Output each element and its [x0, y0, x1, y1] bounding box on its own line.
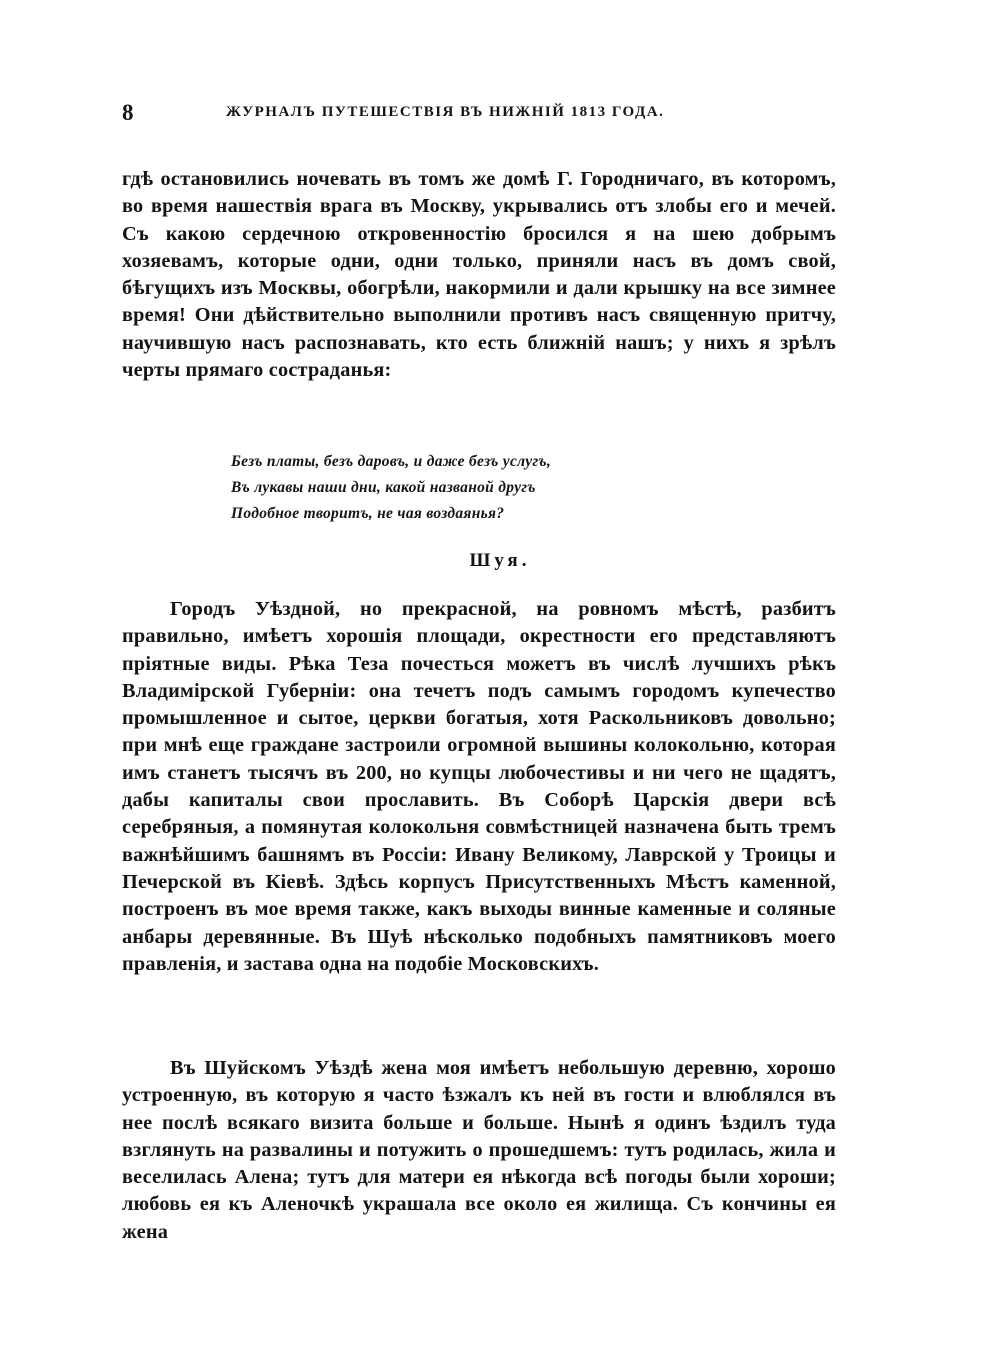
poem-line: Безъ платы, безъ даровъ, и даже безъ услугъ, [231, 453, 552, 470]
poem-line: Подобное творитъ, не чая воздаянья? [231, 505, 505, 522]
text-block-village [122, 1055, 836, 1246]
paragraph-village: Въ Шуйскомъ Уѣздѣ жена моя имѣетъ небольшую деревню, хорошо устроенную, въ которую я часто ѣзжалъ къ ней въ гости и влюблялся въ нее послѣ всякаго визита больше и больше. Нынѣ я одинъ ѣздилъ туда взглянуть на развалины и потужить о прошедшемъ: тутъ родилась, жила и веселилась Алена; тутъ для матери ея нѣкогда всѣ погоды были хороши; любовь ея къ Аленочкѣ украшала все около ея жилища. Съ кончины ея жена [122, 1057, 836, 1243]
poem-line: Въ лукавы наши дни, какой названой другъ [231, 479, 536, 496]
page-header [122, 100, 834, 130]
section-heading: Шуя. [469, 550, 531, 571]
running-title: ЖУРНАЛЪ ПУТЕШЕСТВІЯ ВЪ НИЖНІЙ 1813 ГОДА. [226, 104, 665, 120]
paragraph-town-description: Городъ Уѣздной, но прекрасной, на ровномъ мѣстѣ, разбитъ правильно, имѣетъ хорошія площади, окрестности его представляютъ пріятные виды. Рѣка Теза почесться можетъ въ числѣ лучшихъ рѣкъ Владимірской Губерніи: она течетъ подъ самымъ городомъ купечество промышленное и сытое, церкви богатыя, хотя Раскольниковъ довольно; при мнѣ еще граждане застроили огромной вышины колокольню, которая имъ станетъ тысячъ въ 200, но купцы любочестивы и ни чего не щадятъ, дабы капиталы свои прославить. Въ Соборѣ Царскія двери всѣ серебряныя, а помянутая колокольня совмѣстницей назначена быть тремъ важнѣйшимъ башнямъ въ Россіи: Ивану Великому, Лаврской у Троицы и Печерской въ Кіевѣ. Здѣсь корпусъ Присутственныхъ Мѣстъ каменной, построенъ въ мое время также, какъ выходы винные каменные и соляные анбары деревянные. Въ Шуѣ нѣсколько подобныхъ памятниковъ моего правленія, и застава одна на подобіе Московскихъ. [122, 598, 836, 975]
text-block-opening [122, 166, 836, 384]
page-number: 8 [122, 100, 134, 125]
text-block-shuya [122, 596, 836, 978]
paragraph-opening: гдѣ остановились ночевать въ томъ же домѣ Г. Городничаго, въ которомъ, во время нашествія врага въ Москву, укрывались отъ злобы его и мечей. Съ какою сердечною откровенностію бросился я на шею добрымъ хозяевамъ, которые одни, одни только, приняли насъ въ домъ свой, бѣгущихъ изъ Москвы, обогрѣли, накормили и дали крышку на все зимнее время! Они дѣйствительно выполнили противъ насъ священную притчу, научившую насъ распознавать, кто есть ближній нашъ; у нихъ я зрѣлъ черты прямаго состраданья: [122, 168, 836, 382]
poem-quote [231, 449, 551, 527]
